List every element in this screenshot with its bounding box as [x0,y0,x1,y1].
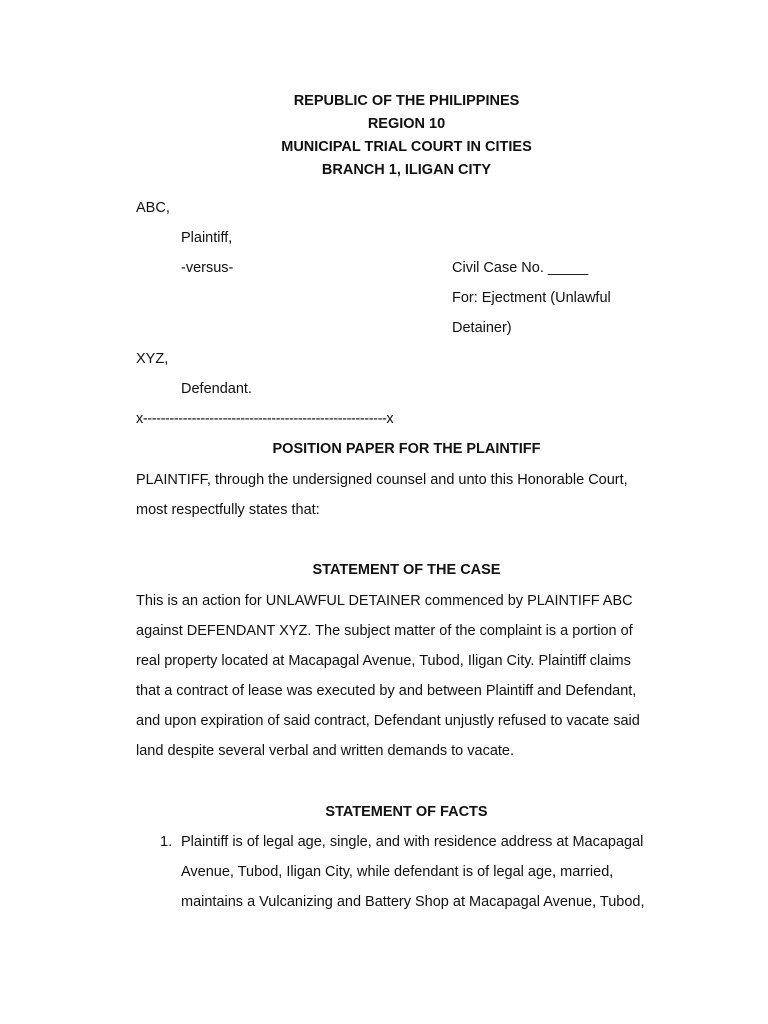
civil-case-number: Civil Case No. _____ [452,260,589,276]
fact-item-line: maintains a Vulcanizing and Battery Shop at Macapagal Avenue, Tubod, [181,894,645,910]
case-paragraph-line: This is an action for UNLAWFUL DETAINER commenced by PLAINTIFF ABC [136,593,633,609]
defendant-name: XYZ, [136,351,169,367]
header-republic: REPUBLIC OF THE PHILIPPINES [293,93,520,109]
case-paragraph-line: that a contract of lease was executed by and between Plaintiff and Defendant, [136,683,637,699]
case-paragraph-line: real property located at Macapagal Avenue, Tubod, Iligan City. Plaintiff claims [136,653,631,669]
statement-of-facts-heading: STATEMENT OF FACTS [325,804,488,820]
case-nature-line2: Detainer) [452,320,512,336]
case-paragraph-line: and upon expiration of said contract, Defendant unjustly refused to vacate said [136,713,640,729]
fact-item-line: Avenue, Tubod, Iligan City, while defendant is of legal age, married, [181,864,614,880]
header-branch: BRANCH 1, ILIGAN CITY [321,162,492,178]
case-paragraph-line: against DEFENDANT XYZ. The subject matter of the complaint is a portion of [136,623,633,639]
case-paragraph-line: land despite several verbal and written demands to vacate. [136,743,515,759]
fact-item-number: 1. [160,834,173,850]
document-title: POSITION PAPER FOR THE PLAINTIFF [272,441,541,457]
plaintiff-name: ABC, [136,200,170,216]
header-region: REGION 10 [367,116,446,132]
header-court: MUNICIPAL TRIAL COURT IN CITIES [281,139,532,155]
statement-of-case-heading: STATEMENT OF THE CASE [312,562,501,578]
intro-line-2: most respectfully states that: [136,502,320,518]
case-nature-line1: For: Ejectment (Unlawful [452,290,611,306]
intro-line-1: PLAINTIFF, through the undersigned counsel and unto this Honorable Court, [136,472,628,488]
versus-label: -versus- [181,260,234,276]
caption-separator: x-------------------------------------------------------x [136,411,394,427]
defendant-role: Defendant. [181,381,252,397]
plaintiff-role: Plaintiff, [181,230,233,246]
fact-item-line: Plaintiff is of legal age, single, and with residence address at Macapagal [181,834,644,850]
